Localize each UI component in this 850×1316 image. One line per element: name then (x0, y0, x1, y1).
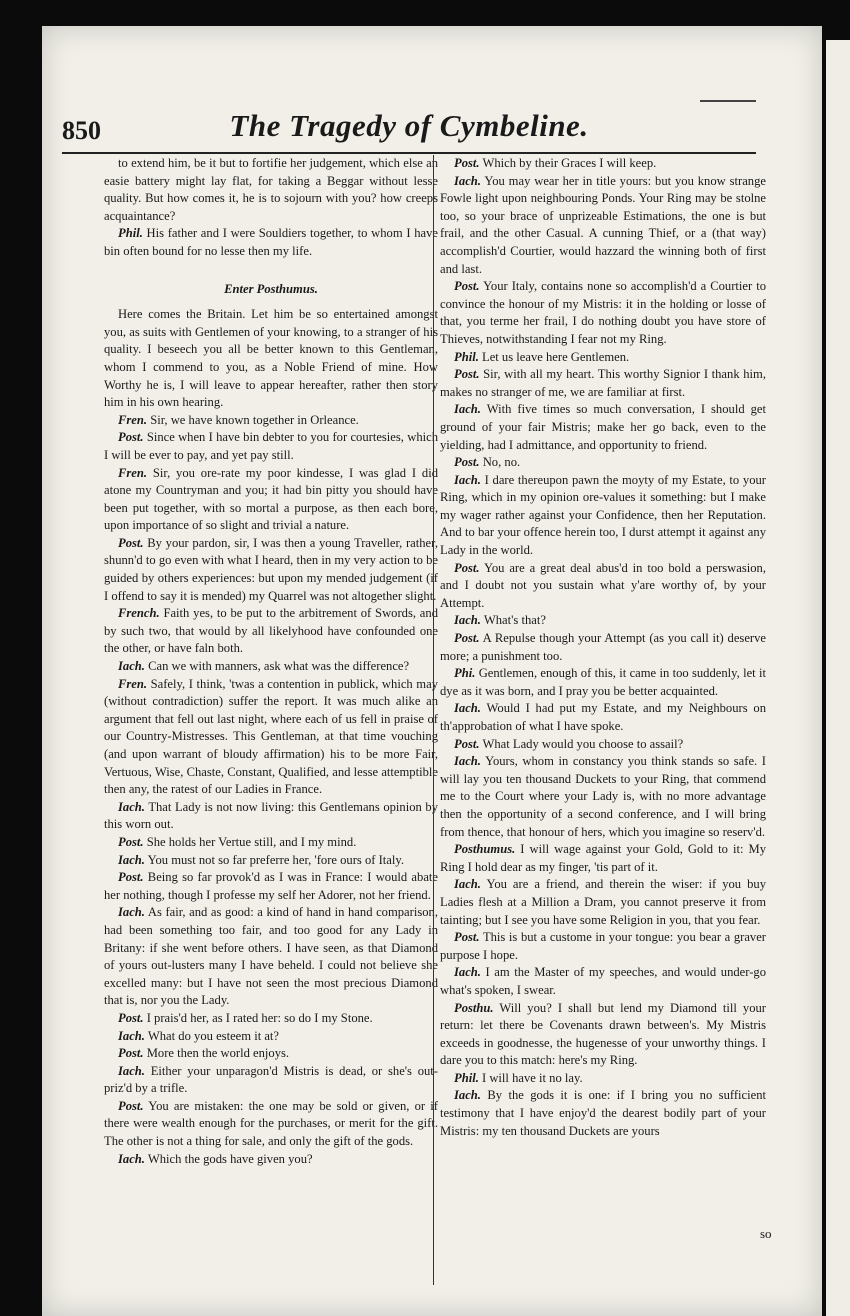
speech-text: This is but a custome in your tongue: you bear a graver purpose I hope. (440, 930, 766, 962)
speech-paragraph (440, 173, 766, 279)
speech-paragraph (440, 700, 766, 735)
speech-text: Since when I have bin debter to you for courtesies, which I will be ever to pay, and yet pay still. (104, 430, 438, 462)
speech-paragraph (440, 1070, 766, 1088)
speech-text: Faith yes, to be put to the arbitrement of Swords, and by such two, that would by all likelyhood have confounded one the other, or have faln both. (104, 606, 438, 656)
stage-direction: Enter Posthumus. (224, 281, 318, 296)
speech-text: Safely, I think, 'twas a contention in publick, which may (without contradiction) suffer the report. It was much alike an argument that fell out last night, where each of us fell in praise of our Country-Mistresses. This Gentleman, at that time vouching (and upon warrant of bloudy affirmation) his to be more Fair, Vertuous, Wise, Chaste, Constant, Qualified, and lesse attemptible then any, the ratest of our Ladies in France. (104, 676, 438, 797)
speaker-name: Iach. (118, 659, 145, 674)
speaker-name: Iach. (118, 1151, 145, 1166)
speech-paragraph (104, 306, 438, 412)
speech-text: You are mistaken: the one may be sold or given, or if there were wealth enough for the purchases, or merit for the gift. The other is not a thing for sale, and only the gift of the gods. (104, 1098, 438, 1149)
speech-text: That Lady is not now living: this Gentlemans opinion by this worn out. (104, 799, 438, 832)
header-ornament-rule (700, 100, 756, 102)
speaker-name: Iach. (454, 701, 481, 716)
speech-paragraph (440, 612, 766, 630)
speech-text: What do you esteem it at? (147, 1028, 280, 1043)
facing-page-edge (826, 40, 850, 1316)
speech-text: Would I had put my Estate, and my Neighbours on th'approbation of what I have spoke. (440, 701, 766, 733)
speech-text: What Lady would you choose to assail? (482, 736, 684, 751)
speech-paragraph (104, 1063, 438, 1098)
speech-text: Yours, whom in constancy you think stands so safe. I will lay you ten thousand Duckets to your Ring, that commend me to the Court where your Lady is, with no more advantage then the opportunity of a second conference, and I will bring from thence, that honour of hers, which you imagine so reserv'd. (440, 754, 766, 839)
speech-paragraph (440, 155, 766, 173)
speaker-name: Posthumus. (454, 842, 516, 857)
speaker-name: Post. (454, 631, 480, 646)
speech-paragraph (104, 1098, 438, 1151)
speech-text: More then the world enjoys. (146, 1046, 290, 1061)
speech-paragraph (440, 665, 766, 700)
speech-text: Sir, with all my heart. This worthy Signior I thank him, makes no stranger of me, we are familiar at first. (440, 367, 766, 399)
speech-paragraph (104, 465, 438, 535)
speaker-name: Iach. (454, 472, 481, 487)
speech-paragraph (104, 1151, 438, 1169)
speaker-name: Phi. (454, 666, 476, 681)
speech-paragraph (104, 225, 438, 260)
speech-paragraph (440, 401, 766, 454)
speech-paragraph (440, 876, 766, 929)
speaker-name: Post. (454, 367, 480, 382)
speech-paragraph (440, 753, 766, 841)
speaker-name: Fren. (118, 676, 148, 691)
speech-paragraph (440, 630, 766, 665)
speech-paragraph (104, 834, 438, 852)
speaker-name: Fren. (118, 412, 148, 427)
speaker-name: Iach. (454, 965, 481, 980)
speaker-name: Post. (454, 736, 480, 751)
speech-text: I will have it no lay. (482, 1070, 583, 1085)
speech-paragraph (440, 929, 766, 964)
speech-paragraph (104, 869, 438, 904)
speaker-name: Iach. (454, 613, 481, 628)
speech-text: You must not so far preferre her, 'fore ours of Italy. (147, 852, 405, 867)
speech-text: Being so far provok'd as I was in France: I would abate her nothing, though I professe my self her Adorer, not her friend. (104, 870, 438, 902)
page-header (62, 92, 756, 152)
speaker-name: Iach. (454, 402, 481, 417)
speaker-name: Fren. (118, 465, 148, 480)
speech-text: Which by their Graces I will keep. (482, 156, 657, 170)
speech-paragraph (440, 736, 766, 754)
speech-paragraph (104, 429, 438, 464)
speech-paragraph (440, 560, 766, 613)
speech-text: Sir, we have known together in Orleance. (150, 412, 359, 427)
speech-text: You may wear her in title yours: but you know strange Fowle light upon neighbouring Ponds. Your Ring may be stolne too, so your brace of unprizeable Estimations, the one is but frail, and the other Casual. A cunning Thief, or a (that way) accomplish'd Courtier, would hazzard the winning both of first and last. (440, 173, 766, 276)
speech-text: With five times so much conversation, I should get ground of your fair Mistris; make her go back, even to the yielding, had I admittance, and opportunity to friend. (440, 402, 766, 452)
speaker-name: Post. (118, 1098, 144, 1113)
speech-paragraph (104, 1010, 438, 1028)
speech-paragraph (104, 676, 438, 799)
speaker-name: Phil. (454, 1070, 479, 1085)
speaker-name: Post. (454, 156, 480, 170)
speech-paragraph (104, 605, 438, 658)
speech-text: I dare thereupon pawn the moyty of my Estate, to your Ring, which in my opinion ore-values it something: but I make my wager rather against your Confidence, then her Reputation. And to bar your offence herein too, I durst attempt it against any Lady in the world. (440, 472, 766, 558)
speech-text: Will you? I shall but lend my Diamond till your return: let there be Covenants drawn between's. My Mistris exceeds in goodnesse, the hugenesse of your unworthy things. I dare you to this match: here's my Ring. (440, 1000, 766, 1068)
speech-text: You are a great deal abus'd in too bold a perswasion, and I doubt not you sustain what y'are worthy of, by your Attempt. (440, 560, 766, 610)
speaker-name: Phil. (454, 349, 479, 364)
speech-text: By your pardon, sir, I was then a young Traveller, rather, shunn'd to go even with what I heard, then in my very action to be guided by others experiences: but upon my mended judgement (if I offend to say it is mended) my Quarrel was not altogether slight. (104, 535, 438, 603)
left-text-column (104, 155, 438, 1285)
speech-text: Your Italy, contains none so accomplish'd a Courtier to convince the honour of my Mistris: it in the holding or losse of that, you terme her frail, I do nothing doubt you have store of Thieves, notwithstanding I fear not my Ring. (440, 279, 766, 346)
speech-text: Can we with manners, ask what was the difference? (148, 659, 410, 674)
speaker-name: Iach. (118, 905, 145, 920)
speech-paragraph (104, 658, 438, 676)
speech-text: Gentlemen, enough of this, it came in too suddenly, let it dye as it was born, and I pray you be better acquainted. (440, 666, 766, 698)
speaker-name: Iach. (454, 173, 481, 188)
speaker-name: Post. (118, 870, 144, 885)
speech-paragraph (104, 799, 438, 834)
speech-paragraph (440, 964, 766, 999)
header-rule (62, 152, 756, 154)
speech-text: I prais'd her, as I rated her: so do I my Stone. (146, 1010, 373, 1025)
speaker-name: Iach. (454, 1088, 481, 1103)
speaker-name: Iach. (454, 754, 481, 769)
speech-text: Here comes the Britain. Let him be so entertained amongst you, as suits with Gentlemen of your knowing, to a stranger of his quality. I beseech you all be better known to this Gentleman, whom I commend to you, as a Noble Friend of mine. How Worthy he is, I will leave to appear hereafter, rather then story him in his own hearing. (104, 307, 438, 410)
speaker-name: Iach. (118, 852, 145, 867)
right-text-column (433, 155, 766, 1285)
speech-text: His father and I were Souldiers together, to whom I have bin often bound for no lesse then my life. (104, 226, 438, 258)
speech-text: A Repulse though your Attempt (as you call it) deserve more; a punishment too. (440, 631, 766, 663)
speaker-name: Post. (454, 279, 480, 294)
speech-paragraph (104, 852, 438, 870)
speech-text: Either your unparagon'd Mistris is dead, or she's out-priz'd by a trifle. (104, 1063, 438, 1096)
speaker-name: Post. (454, 560, 480, 575)
speech-paragraph (104, 1045, 438, 1063)
speech-paragraph (440, 366, 766, 401)
speaker-name: Posthu. (454, 1000, 494, 1015)
speech-text: Which the gods have given you? (147, 1151, 313, 1166)
speech-text: to extend him, be it but to fortifie her judgement, which else an easie battery might lay flat, for taking a Beggar without lesse quality. But how comes it, he is to sojourn with you? how creeps acquaintance? (104, 156, 438, 223)
page-number: 850 (62, 116, 101, 145)
speaker-name: Iach. (118, 799, 145, 814)
speech-text: Sir, you ore-rate my poor kindesse, I was glad I did atone my Countryman and you; it had bin pitty you should have been put together, with so mortal a purpose, as then each bore, upon importance of so slight and trivial a nature. (104, 465, 438, 533)
speaker-name: French. (118, 606, 160, 621)
catchword: so (760, 1226, 772, 1241)
speech-paragraph (104, 535, 438, 605)
running-title: The Tragedy of Cymbeline. (229, 108, 589, 143)
speech-text: She holds her Vertue still, and I my mind. (146, 834, 357, 849)
speech-text: What's that? (483, 613, 546, 628)
speaker-name: Phil. (118, 226, 143, 241)
speaker-name: Post. (118, 1046, 144, 1061)
speaker-name: Post. (118, 535, 144, 550)
speech-text: I will wage against your Gold, Gold to it: My Ring I hold dear as my finger, 'tis part of it. (440, 842, 766, 874)
speaker-name: Post. (118, 430, 144, 445)
speech-text: As fair, and as good: a kind of hand in hand comparison, had been something too fair, and too good for any Lady in Britany: if she went before others. I have seen, as that Diamond of yours out-lusters many I have beheld. I could not believe she excelled many: but I have not seen the most precious Diamond that is, nor you the Lady. (104, 905, 438, 1008)
speech-paragraph (440, 1087, 766, 1140)
speaker-name: Iach. (118, 1063, 145, 1078)
speaker-name: Iach. (118, 1028, 145, 1043)
speaker-name: Post. (118, 1010, 144, 1025)
speech-paragraph (104, 412, 438, 430)
speech-paragraph (440, 278, 766, 348)
speech-paragraph (104, 904, 438, 1010)
speech-paragraph (440, 841, 766, 876)
speaker-name: Post. (454, 455, 480, 470)
speaker-name: Iach. (454, 877, 481, 892)
speech-paragraph (440, 1000, 766, 1070)
speech-text: Let us leave here Gentlemen. (482, 349, 630, 364)
speech-paragraph (440, 349, 766, 367)
speech-paragraph (440, 472, 766, 560)
speech-text: By the gods it is one: if I bring you no sufficient testimony that I have enjoy'd the dearest bodily part of your Mistris: my ten thousand Duckets are yours (440, 1088, 766, 1138)
speech-paragraph (104, 155, 438, 225)
speech-paragraph (440, 454, 766, 472)
speech-paragraph (104, 1028, 438, 1046)
speech-text: I am the Master of my speeches, and would under-go what's spoken, I swear. (440, 965, 766, 997)
speech-text: No, no. (482, 455, 521, 470)
speech-text: You are a friend, and therein the wiser: if you buy Ladies flesh at a Million a Dram, you cannot preserve it from tainting; but I see you have some Religion in you, that you fear. (440, 877, 766, 927)
speaker-name: Post. (454, 930, 480, 945)
speaker-name: Post. (118, 834, 144, 849)
